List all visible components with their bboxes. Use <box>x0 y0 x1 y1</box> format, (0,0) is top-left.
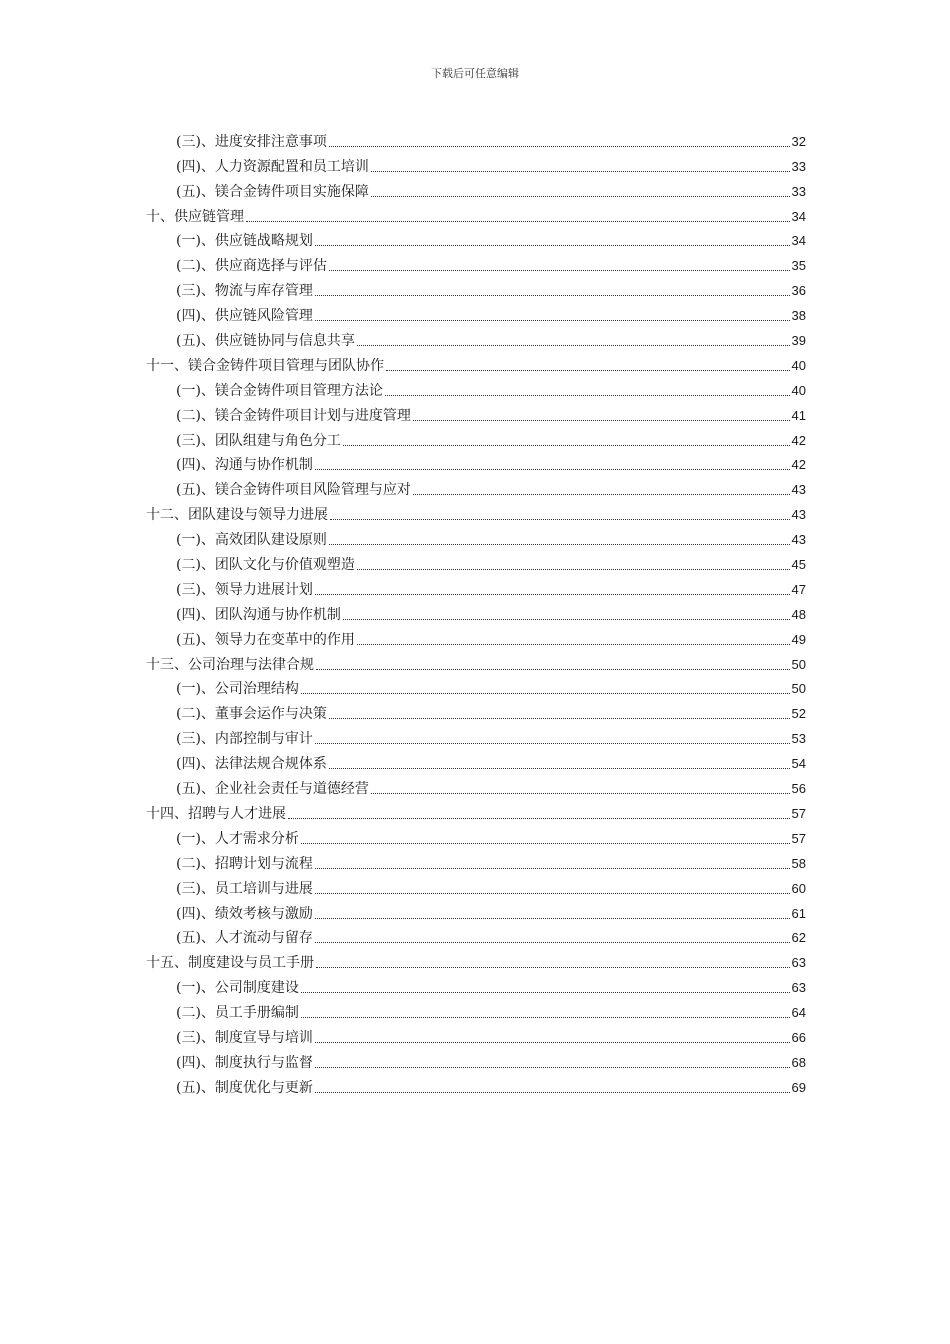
toc-section-entry[interactable] <box>146 574 806 599</box>
toc-entry-title: (二)、团队文化与价值观塑造 <box>176 557 355 574</box>
toc-entry-page-number: 33 <box>791 183 806 199</box>
toc-dot-leader <box>315 469 790 470</box>
toc-chapter-entry[interactable] <box>146 499 806 524</box>
toc-section-entry[interactable] <box>146 873 806 898</box>
toc-section-entry[interactable] <box>146 226 806 251</box>
toc-entry-page-number: 53 <box>791 731 806 747</box>
toc-entry-page-number: 69 <box>791 1079 806 1095</box>
toc-entry-title: (三)、内部控制与审计 <box>176 731 313 748</box>
toc-dot-leader <box>246 221 790 222</box>
toc-entry-page-number: 52 <box>791 706 806 722</box>
toc-dot-leader <box>316 967 790 968</box>
toc-entry-title: (一)、高效团队建设原则 <box>176 532 327 549</box>
toc-entry-page-number: 48 <box>791 606 806 622</box>
toc-entry-page-number: 45 <box>791 557 806 573</box>
toc-entry-title: (二)、董事会运作与决策 <box>176 706 327 723</box>
toc-entry-title: 十二、团队建设与领导力进展 <box>146 507 328 524</box>
toc-entry-page-number: 36 <box>791 283 806 299</box>
toc-dot-leader <box>315 1092 790 1093</box>
toc-dot-leader <box>315 918 790 919</box>
toc-entry-page-number: 35 <box>791 258 806 274</box>
toc-entry-title: 十三、公司治理与法律合规 <box>146 656 314 673</box>
toc-entry-title: (三)、团队组建与角色分工 <box>176 432 341 449</box>
toc-dot-leader <box>357 569 790 570</box>
toc-entry-title: (一)、镁合金铸件项目管理方法论 <box>176 382 383 399</box>
toc-section-entry[interactable] <box>146 524 806 549</box>
toc-entry-page-number: 40 <box>791 382 806 398</box>
toc-section-entry[interactable] <box>146 250 806 275</box>
toc-dot-leader <box>288 818 790 819</box>
toc-entry-title: (五)、镁合金铸件项目实施保障 <box>176 183 369 200</box>
toc-entry-page-number: 39 <box>791 333 806 349</box>
toc-section-entry[interactable] <box>146 400 806 425</box>
toc-dot-leader <box>343 619 790 620</box>
toc-entry-title: (二)、员工手册编制 <box>176 1005 299 1022</box>
toc-entry-title: (一)、人才需求分析 <box>176 830 299 847</box>
toc-dot-leader <box>315 295 790 296</box>
toc-entry-title: (三)、物流与库存管理 <box>176 283 313 300</box>
toc-entry-page-number: 43 <box>791 482 806 498</box>
toc-dot-leader <box>329 718 790 719</box>
toc-dot-leader <box>315 245 790 246</box>
toc-section-entry[interactable] <box>146 375 806 400</box>
toc-entry-title: (三)、领导力进展计划 <box>176 581 313 598</box>
toc-dot-leader <box>329 768 790 769</box>
toc-entry-page-number: 38 <box>791 308 806 324</box>
toc-entry-page-number: 57 <box>791 830 806 846</box>
toc-entry-page-number: 50 <box>791 681 806 697</box>
toc-section-entry[interactable] <box>146 1022 806 1047</box>
toc-section-entry[interactable] <box>146 474 806 499</box>
toc-entry-page-number: 54 <box>791 756 806 772</box>
toc-entry-page-number: 63 <box>791 980 806 996</box>
toc-entry-page-number: 66 <box>791 1029 806 1045</box>
toc-entry-page-number: 42 <box>791 457 806 473</box>
toc-section-entry[interactable] <box>146 176 806 201</box>
toc-entry-page-number: 41 <box>791 407 806 423</box>
toc-dot-leader <box>413 420 790 421</box>
toc-dot-leader <box>357 644 790 645</box>
toc-entry-page-number: 43 <box>791 532 806 548</box>
toc-dot-leader <box>385 395 790 396</box>
toc-dot-leader <box>301 693 790 694</box>
toc-dot-leader <box>371 793 790 794</box>
toc-dot-leader <box>315 594 790 595</box>
toc-dot-leader <box>329 146 790 147</box>
toc-section-entry[interactable] <box>146 1072 806 1097</box>
toc-entry-page-number: 49 <box>791 631 806 647</box>
toc-entry-page-number: 58 <box>791 855 806 871</box>
toc-entry-title: (五)、企业社会责任与道德经营 <box>176 781 369 798</box>
toc-section-entry[interactable] <box>146 325 806 350</box>
toc-entry-title: (二)、招聘计划与流程 <box>176 855 313 872</box>
toc-dot-leader <box>315 1042 790 1043</box>
toc-section-entry[interactable] <box>146 151 806 176</box>
toc-section-entry[interactable] <box>146 997 806 1022</box>
toc-entry-title: 十一、镁合金铸件项目管理与团队协作 <box>146 357 384 374</box>
toc-section-entry[interactable] <box>146 674 806 699</box>
toc-section-entry[interactable] <box>146 823 806 848</box>
toc-entry-title: (二)、镁合金铸件项目计划与进度管理 <box>176 407 411 424</box>
toc-entry-title: (四)、团队沟通与协作机制 <box>176 606 341 623</box>
toc-entry-title: (四)、绩效考核与激励 <box>176 905 313 922</box>
toc-entry-page-number: 42 <box>791 432 806 448</box>
toc-dot-leader <box>357 345 790 346</box>
toc-entry-page-number: 50 <box>791 656 806 672</box>
toc-entry-page-number: 63 <box>791 955 806 971</box>
toc-section-entry[interactable] <box>146 898 806 923</box>
toc-entry-page-number: 56 <box>791 781 806 797</box>
toc-entry-title: (二)、供应商选择与评估 <box>176 258 327 275</box>
table-of-contents <box>146 126 806 1097</box>
toc-entry-page-number: 32 <box>791 133 806 149</box>
toc-entry-title: (四)、法律法规合规体系 <box>176 756 327 773</box>
toc-entry-title: (五)、领导力在变革中的作用 <box>176 631 355 648</box>
toc-section-entry[interactable] <box>146 450 806 475</box>
toc-dot-leader <box>301 1017 790 1018</box>
toc-chapter-entry[interactable] <box>146 947 806 972</box>
toc-section-entry[interactable] <box>146 425 806 450</box>
toc-entry-page-number: 47 <box>791 581 806 597</box>
toc-section-entry[interactable] <box>146 275 806 300</box>
toc-section-entry[interactable] <box>146 1047 806 1072</box>
toc-dot-leader <box>371 196 790 197</box>
toc-entry-title: (四)、供应链风险管理 <box>176 308 313 325</box>
toc-section-entry[interactable] <box>146 300 806 325</box>
toc-entry-title: (一)、公司治理结构 <box>176 681 299 698</box>
toc-section-entry[interactable] <box>146 599 806 624</box>
toc-entry-title: (五)、制度优化与更新 <box>176 1079 313 1096</box>
toc-section-entry[interactable] <box>146 549 806 574</box>
toc-entry-page-number: 40 <box>791 357 806 373</box>
toc-entry-title: (一)、供应链战略规划 <box>176 233 313 250</box>
toc-entry-title: (四)、沟通与协作机制 <box>176 457 313 474</box>
toc-dot-leader <box>315 1067 790 1068</box>
toc-dot-leader <box>371 171 790 172</box>
toc-dot-leader <box>315 743 790 744</box>
toc-entry-title: (三)、制度宣导与培训 <box>176 1029 313 1046</box>
toc-dot-leader <box>329 544 790 545</box>
toc-chapter-entry[interactable] <box>146 350 806 375</box>
toc-dot-leader <box>329 270 790 271</box>
toc-dot-leader <box>301 992 790 993</box>
toc-entry-title: (一)、公司制度建设 <box>176 980 299 997</box>
toc-dot-leader <box>316 669 790 670</box>
toc-entry-page-number: 34 <box>791 208 806 224</box>
toc-entry-title: (五)、镁合金铸件项目风险管理与应对 <box>176 482 411 499</box>
toc-section-entry[interactable] <box>146 972 806 997</box>
toc-section-entry[interactable] <box>146 126 806 151</box>
toc-entry-title: (五)、人才流动与留存 <box>176 930 313 947</box>
toc-entry-page-number: 64 <box>791 1005 806 1021</box>
toc-entry-page-number: 43 <box>791 507 806 523</box>
toc-dot-leader <box>315 942 790 943</box>
toc-dot-leader <box>413 494 790 495</box>
toc-chapter-entry[interactable] <box>146 798 806 823</box>
toc-entry-title: (五)、供应链协同与信息共享 <box>176 333 355 350</box>
toc-dot-leader <box>386 370 790 371</box>
page-header: 下载后可任意编辑 <box>431 67 519 80</box>
toc-section-entry[interactable] <box>146 624 806 649</box>
toc-entry-page-number: 34 <box>791 233 806 249</box>
toc-entry-page-number: 57 <box>791 805 806 821</box>
toc-chapter-entry[interactable] <box>146 649 806 674</box>
toc-section-entry[interactable] <box>146 923 806 948</box>
toc-entry-title: (三)、进度安排注意事项 <box>176 133 327 150</box>
toc-section-entry[interactable] <box>146 848 806 873</box>
toc-dot-leader <box>315 893 790 894</box>
toc-entry-title: (四)、制度执行与监督 <box>176 1054 313 1071</box>
toc-entry-page-number: 61 <box>791 905 806 921</box>
toc-entry-page-number: 33 <box>791 158 806 174</box>
toc-dot-leader <box>343 445 790 446</box>
toc-section-entry[interactable] <box>146 773 806 798</box>
toc-section-entry[interactable] <box>146 723 806 748</box>
toc-entry-title: 十四、招聘与人才进展 <box>146 805 286 822</box>
toc-entry-title: 十、供应链管理 <box>146 208 244 225</box>
toc-entry-title: (四)、人力资源配置和员工培训 <box>176 158 369 175</box>
toc-section-entry[interactable] <box>146 748 806 773</box>
toc-dot-leader <box>315 868 790 869</box>
toc-dot-leader <box>330 519 790 520</box>
toc-dot-leader <box>315 320 790 321</box>
toc-chapter-entry[interactable] <box>146 201 806 226</box>
toc-entry-page-number: 60 <box>791 880 806 896</box>
toc-section-entry[interactable] <box>146 698 806 723</box>
toc-entry-title: (三)、员工培训与进展 <box>176 880 313 897</box>
toc-dot-leader <box>301 843 790 844</box>
toc-entry-page-number: 68 <box>791 1054 806 1070</box>
toc-entry-title: 十五、制度建设与员工手册 <box>146 955 314 972</box>
toc-entry-page-number: 62 <box>791 930 806 946</box>
